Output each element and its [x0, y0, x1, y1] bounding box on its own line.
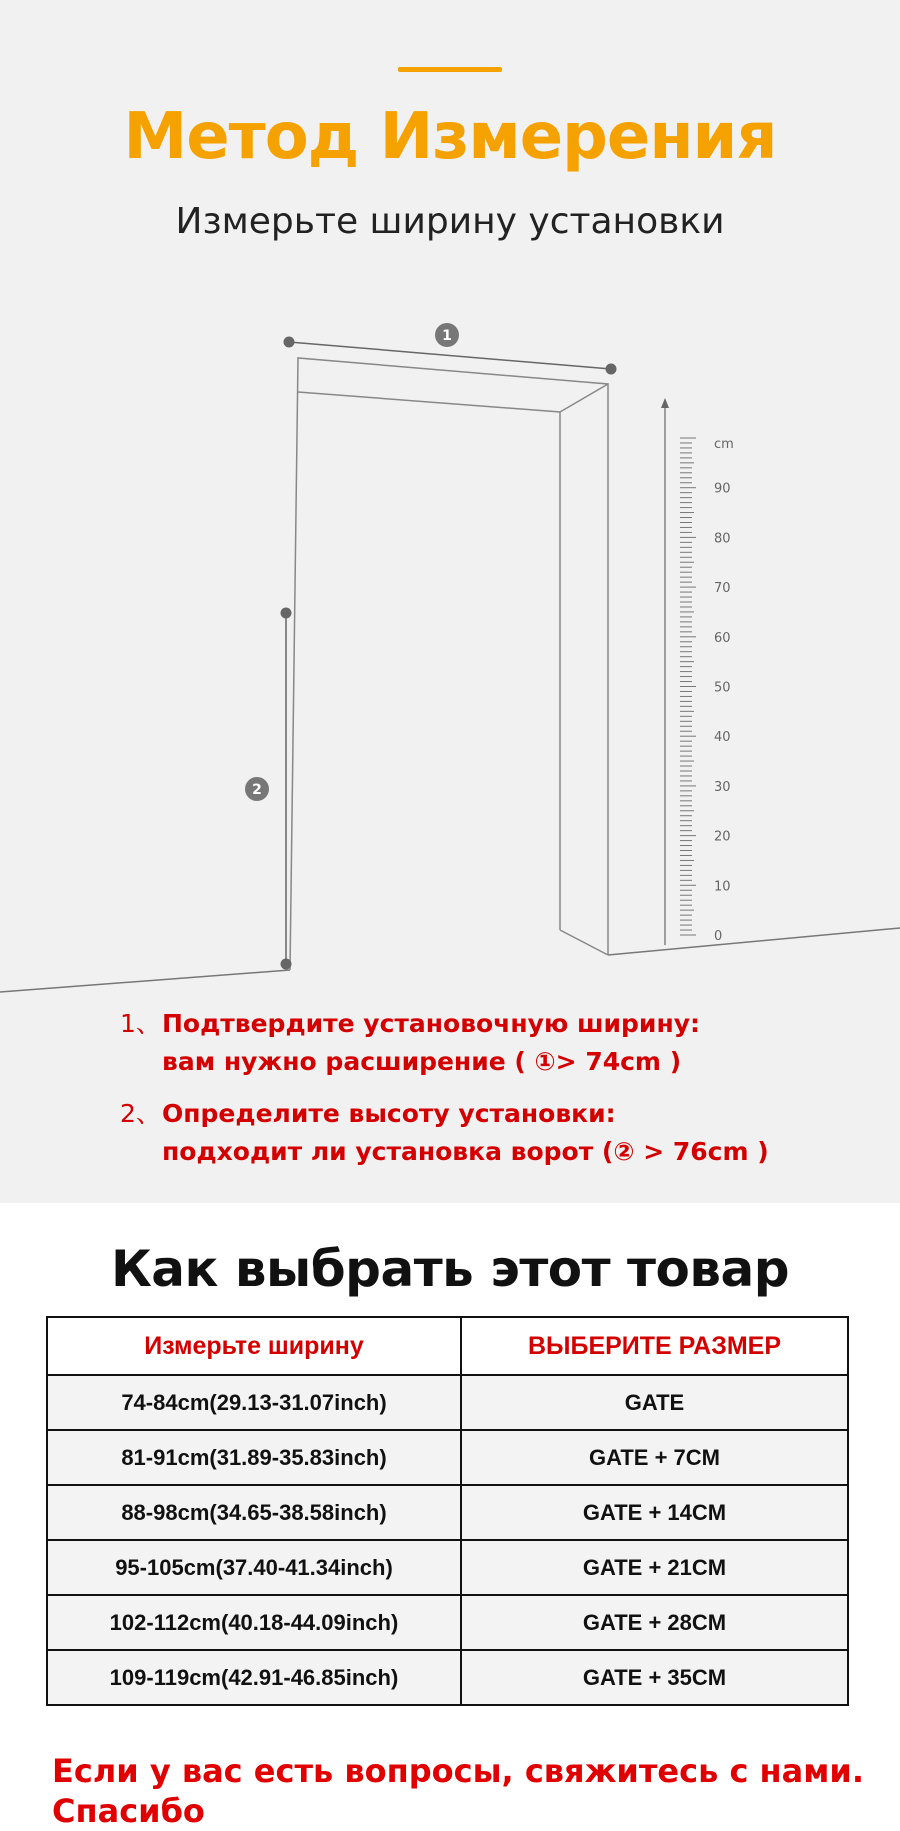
width-range-cell: 74-84cm(29.13-31.07inch)	[47, 1375, 461, 1430]
size-guide-table	[46, 1316, 849, 1706]
ruler-arrow-icon	[661, 398, 669, 408]
table-header-row	[47, 1317, 848, 1375]
step-2	[120, 1095, 880, 1171]
step-2-line-2: подходит ли установка ворот (② > 76cm )	[162, 1137, 769, 1166]
ruler-label: 70	[714, 581, 731, 597]
table-row	[47, 1375, 848, 1430]
marker-1-label: 1	[442, 328, 452, 344]
table-row	[47, 1485, 848, 1540]
contact-note-line-1: Если у вас есть вопросы, свяжитесь с нами.	[52, 1752, 864, 1790]
height-measure-end	[281, 959, 292, 970]
ruler-label: 90	[714, 481, 731, 497]
accent-bar	[398, 67, 502, 72]
contact-note-line-2: Спасибо	[52, 1792, 205, 1830]
ruler-label: 30	[714, 779, 731, 795]
floor-line	[0, 970, 290, 992]
ruler-label: 50	[714, 680, 731, 696]
width-measure-start	[284, 337, 295, 348]
step-2-line-1: Определите высоту установки:	[162, 1099, 616, 1128]
width-range-cell: 88-98cm(34.65-38.58inch)	[47, 1485, 461, 1540]
step-2-number: 2、	[120, 1099, 161, 1128]
ruler-label: 10	[714, 879, 731, 895]
header-choose-size: ВЫБЕРИТЕ РАЗМЕР	[461, 1317, 848, 1375]
measurement-steps	[120, 1005, 880, 1185]
ruler-label: 40	[714, 730, 731, 746]
page-title: Метод Измерения	[123, 100, 777, 174]
table-row	[47, 1430, 848, 1485]
ruler-labels	[714, 482, 731, 944]
step-1-line-2: вам нужно расширение ( ①> 74cm )	[162, 1047, 682, 1076]
width-range-cell: 95-105cm(37.40-41.34inch)	[47, 1540, 461, 1595]
door-measure-diagram	[0, 300, 900, 1000]
ruler-label: 80	[714, 531, 731, 547]
door-frame-top-edge	[560, 384, 608, 412]
marker-2-label: 2	[252, 782, 262, 798]
step-1	[120, 1005, 880, 1081]
size-cell: GATE	[461, 1375, 848, 1430]
ruler-unit: cm	[714, 437, 734, 452]
width-measure-end	[606, 364, 617, 375]
header-measure-width: Измерьте ширину	[47, 1317, 461, 1375]
size-cell: GATE + 7CM	[461, 1430, 848, 1485]
size-cell: GATE + 14CM	[461, 1485, 848, 1540]
page-subtitle: Измерьте ширину установки	[175, 201, 725, 242]
contact-note	[52, 1751, 892, 1831]
ruler-label: 60	[714, 630, 731, 646]
height-measure-start	[281, 608, 292, 619]
table-row	[47, 1595, 848, 1650]
width-range-cell: 109-119cm(42.91-46.85inch)	[47, 1650, 461, 1705]
size-cell: GATE + 21CM	[461, 1540, 848, 1595]
door-frame-bottom-edge	[560, 930, 608, 955]
ruler-label: 0	[714, 929, 723, 944]
width-range-cell: 81-91cm(31.89-35.83inch)	[47, 1430, 461, 1485]
step-1-number: 1、	[120, 1009, 161, 1038]
table-row	[47, 1650, 848, 1705]
step-1-line-1: Подтвердите установочную ширину:	[162, 1009, 701, 1038]
size-cell: GATE + 28CM	[461, 1595, 848, 1650]
size-guide-title: Как выбрать этот товар	[110, 1240, 790, 1298]
ruler-label: 20	[714, 829, 731, 845]
table-row	[47, 1540, 848, 1595]
width-range-cell: 102-112cm(40.18-44.09inch)	[47, 1595, 461, 1650]
ruler-ticks	[680, 438, 696, 935]
door-frame-inner	[298, 392, 560, 930]
size-cell: GATE + 35CM	[461, 1650, 848, 1705]
floor-line-right	[608, 928, 900, 955]
